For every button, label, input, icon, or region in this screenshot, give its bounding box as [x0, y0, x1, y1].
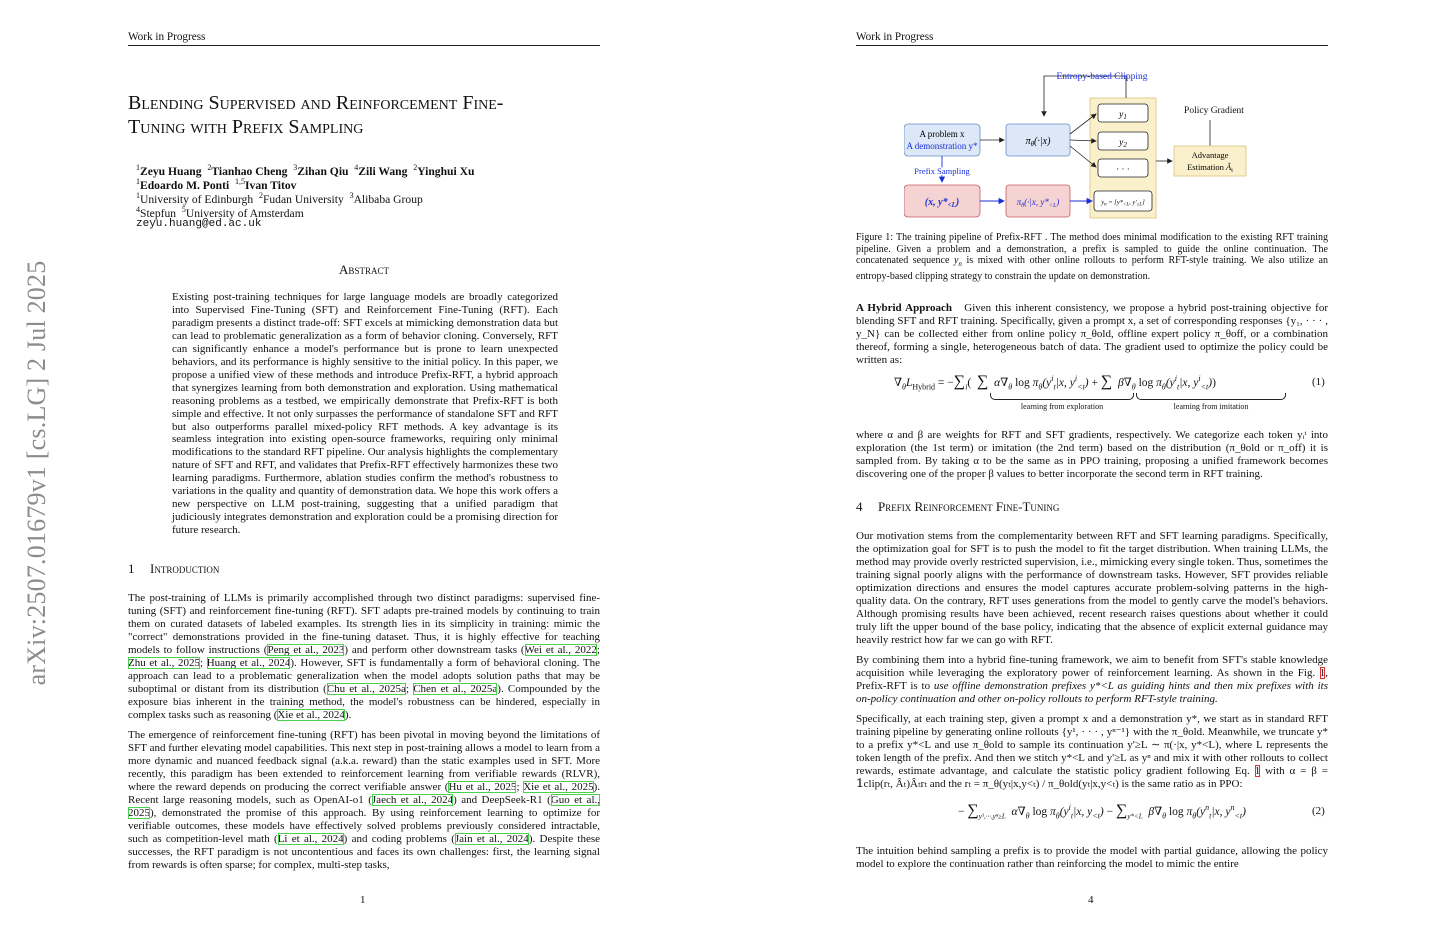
after-equation-1-paragraph: where α and β are weights for RFT and SFT gradients, respectively. We categorize each token yᵢᵗ into exploration (the 1st term) or imitation (the 2nd term) based on the distribution (π_θold or π_off) it is sampled from. By taking α to be the same as in PPO training, proposing a unified framework becomes discovering one of the proper β values to better incorporate the second term in RFT training. [856, 429, 1328, 480]
section-1-heading [128, 561, 219, 577]
author-name: Zili Wang [358, 164, 408, 178]
affiliation-name: University of Edinburgh [140, 192, 254, 206]
affiliation-marker: 2 [258, 191, 263, 200]
abstract-heading: Abstract [339, 262, 389, 277]
advantage-text-1: Advantage [1191, 150, 1229, 160]
citation-link[interactable]: Xie et al., 2025 [523, 780, 594, 793]
affiliation-marker: 1 [136, 163, 140, 172]
section-4-paragraph-3: Specifically, at each training step, given a prompt x and a demonstration y*, we start as in standard RFT training pipeline by generating online rollouts {y¹, · · · , yⁿ⁻¹} with the π_θold. Meanwhile, we truncate y* to a prefix y*<L and use π_θold to sample its continuation y'≥L ∼ π(·|x, y*<L), where L represents the token length of the prefix. And then we stitch y*<L and y'≥L as yⁿ and mix it with other rollouts to collect rewards, estimate advantage, and calculate the statistic policy gradient following Eq. 1 with α = β = 𝟙clip(rₜ, Âₜ)Âₜrₜ and the rₜ = π_θ(yₜ|x,y<ₜ) / π_θold(yₜ|x,y<ₜ) is the same ratio as in PPO: [856, 713, 1329, 790]
arxiv-stamp-text: arXiv:2507.01679v1 [cs.LG] 2 Jul 2025 [22, 260, 51, 685]
affiliation-marker: 2 [207, 163, 212, 172]
figure-ref-link[interactable]: 1 [1319, 666, 1326, 679]
citation-link[interactable]: Jain et al., 2024 [454, 832, 529, 845]
author-name: Ivan Titov [245, 178, 297, 192]
demonstration-text: A demonstration y* [906, 141, 978, 151]
affiliation-name: Fudan University [262, 192, 344, 206]
citation-link[interactable]: Li et al., 2024 [277, 832, 344, 845]
problem-text: A problem x [919, 129, 965, 139]
rollout-yn: $y_n = [y*_{<L}$, $y'_{\ge L}$] [1101, 199, 1145, 208]
page-number: 4 [1088, 894, 1094, 906]
hybrid-approach-paragraph: A Hybrid Approach Given this inherent consistency, we propose a hybrid post-training objective for blending SFT and RFT training. Specifically, given a prompt x, a set of corresponding responses {y₁, · · · , y_N} can be collected either from online policy π_θold, offline expert policy π_θoff, or a combination thereof, forming a single, heterogeneous batch of data. The gradient used to optimize the policy could be written as: [856, 302, 1329, 366]
citation-link[interactable]: Guo et al., 2025 [128, 793, 600, 819]
section-4-paragraph-4: The intuition behind sampling a prefix is to provide the model with partial guidance, allowing the policy model to explore the continuation rather than reinforcing the model to mimic the entire [856, 845, 1328, 870]
citation-link[interactable]: Peng et al., 2023 [267, 643, 345, 656]
pipeline-figure [904, 64, 1304, 224]
section-4-heading [856, 499, 1059, 515]
policy-gradient-label: Policy Gradient [1184, 106, 1244, 116]
abstract-body: Existing post-training techniques for large language models are broadly categorized into Supervised Fine-Tuning (SFT) and Reinforcement Fine-Tuning (RFT). Each paradigm presents a distinct trade-off: SFT excels at mimicking demonstration data but can lead to problematic generalization as a form of behavior cloning. Conversely, RFT can significantly enhance a model's performance but is prone to learn unexpected behaviors, and its performance is highly sensitive to the initial policy. In this paper, we propose a unified view of these methods and introduce Prefix-RFT, a hybrid approach that synergizes learning from both demonstration and exploration. Using mathematical reasoning problems as a testbed, we empirically demonstrate that Prefix-RFT is both simple and effective. It not only surpasses the performance of standalone SFT and RFT but also outperforms parallel mixed-policy RFT methods. A key advantage is its seamless integration into existing open-source frameworks, requiring only minimal modifications to the standard RFT pipeline. Our analysis highlights the complementary nature of SFT and RFT, and validates that Prefix-RFT effectively harmonizes these two learning paradigms. Furthermore, ablation studies confirm the method's robustness to variations in the quality and quantity of demonstration data. We hope this work offers a new perspective on LLM post-training, suggesting that a unified paradigm that judiciously integrates demonstration and exploration could be a promising direction for future research. [172, 291, 558, 537]
rollout-y1: $y_1$ [1119, 110, 1127, 121]
entropy-clipping-label: Entropy-based Clipping [1056, 72, 1148, 82]
citation-link[interactable]: Huang et al., 2024 [206, 656, 291, 669]
equation-2: − $\sum_{y^1,\cdot\cdot\cdot,y^n\ge L}$ $\alpha\nabla_\theta$ $\log \pi_\theta(y^i_t|x$, $y_{<t}) - \sum_{y*<L}$ $\beta\nabla_\theta$ $\log \pi_\theta(y^n_t|x$, $y^n_{<t}$) [958, 802, 1246, 821]
affiliation-marker: 1 [136, 191, 140, 200]
affiliation-marker: 1 [136, 177, 140, 186]
equation-ref-link[interactable]: 1 [1254, 764, 1261, 777]
page-4 [728, 0, 1456, 942]
author-name: Yinghui Xu [417, 164, 475, 178]
equation-1: $\nabla_\theta L_{Hybrid} = -\sum_i$( ∑ $\alpha\nabla_\theta$ $\log \pi_\theta(y^i_t|x$, $y^i_{<t}$) + ∑ $\beta\nabla_\theta$ $\log \pi_\theta(y^i_t|x$, $y^i_{<t}$)) [894, 373, 1216, 392]
section-4-title: Prefix Reinforcement Fine-Tuning [878, 499, 1060, 514]
hybrid-approach-heading: A Hybrid Approach [856, 302, 953, 314]
intro-paragraph-1: The post-training of LLMs is primarily accomplished through two distinct paradigms: supervised fine-tuning (SFT) and reinforcement fine-tuning (RFT). SFT adapts pre-trained models by continuing to train them on curated datasets of labeled examples. Its strength lies in its simplicity in training: mimic the "correct" demonstrations provided in the fine-tuning dataset. Thus, it is highly effective for teaching models to follow instructions (Peng et al., 2023) and perform other downstream tasks (Wei et al., 2022; Zhu et al., 2025; Huang et al., 2024). However, SFT is fundamentally a form of behavioral cloning. The approach can lead to a problematic generalization when the model adopts solution paths that may be suboptimal or distant from its distribution (Chu et al., 2025a; Chen et al., 2025a). Compounded by the exposure bias inherent in the training method, the model's robustness can be hindered, especially in complex tasks such as reasoning (Xie et al., 2024). [128, 592, 600, 721]
affiliation-name: Stepfun [140, 206, 177, 220]
author-name: Edoardo M. Ponti [140, 178, 230, 192]
title-line-1: Blending Supervised and Reinforcement Fine- [128, 92, 504, 114]
equation-2-number: (2) [1312, 805, 1325, 817]
citation-link[interactable]: Chen et al., 2025a [413, 682, 498, 695]
section-1-number: 1 [128, 561, 135, 576]
affiliation-marker: 2 [413, 163, 418, 172]
prefix-symbol: (x, $y*_{<L}$) [924, 197, 960, 209]
citation-link[interactable]: Jaech et al., 2024 [371, 793, 454, 806]
author-name: Tianhao Cheng [211, 164, 288, 178]
policy-symbol: $\pi_\theta(\cdot|x)$ [1025, 136, 1051, 148]
running-header: Work in Progress [856, 31, 934, 43]
prefix-sampling-label: Prefix Sampling [914, 166, 970, 176]
citation-link[interactable]: Xie et al., 2024 [277, 708, 345, 721]
prefix-policy-symbol: $\pi_\theta(\cdot|x$, $y*_{<L}$) [1016, 197, 1060, 209]
imitation-label: learning from imitation [1173, 402, 1249, 411]
imitation-brace [1136, 393, 1286, 411]
advantage-text-2: Estimation $Â_t$ [1187, 162, 1233, 174]
rollout-dots: · · · [1116, 164, 1130, 174]
citation-link[interactable]: Chu et al., 2025a [326, 682, 406, 695]
header-rule [856, 45, 1328, 46]
section-1-title: Introduction [150, 561, 220, 576]
section-4-paragraph-1: Our motivation stems from the complementarity between RFT and SFT learning paradigms. Specifically, the optimization goal for SFT is to push the model to fit the target distribution. When training LLMs, the method may provide overly restricted supervision, i.e., mimicking every single token. Thus, sometimes the training signal poorly aligns with the performance of downstream tasks. However, SFT provides reliable optimization directions and ensures the model captures accurate problem-solving patterns in the high-quality data. On the contrary, RFT uses generations from the model to gently carve the model's behaviors. Although promising results have been achieved, recent research raises questions about whether it could truly lift the upper bound of the base policy, indicating that the absence of explicit external guidance may heavily restrict how far we can go with RFT. [856, 530, 1328, 646]
affiliation-marker: 4 [136, 205, 140, 214]
author-name: Zeyu Huang [140, 164, 202, 178]
header-rule [128, 45, 600, 46]
author-name: Zihan Qiu [297, 164, 349, 178]
citation-link[interactable]: Hu et al., 2025 [448, 780, 517, 793]
exploration-brace [990, 393, 1134, 411]
figure-1-caption: Figure 1: The training pipeline of Prefix-RFT . The method does minimal modification to the existing RFT training pipeline. Given a problem and a demonstration, a prefix is sampled to guide the online continuation. The concatenated sequence $y_n$ is mixed with other online rollouts to perform RFT-style training. We also utilize an entropy-based clipping strategy to constrain the update on demonstration. [856, 232, 1328, 282]
affiliation-marker: 1,5 [235, 177, 246, 186]
equation-1-number: (1) [1312, 376, 1325, 388]
affiliation-name: University of Amsterdam [185, 206, 304, 220]
arxiv-stamp [14, 260, 60, 685]
author-email[interactable]: zeyu.huang@ed.ac.uk [136, 218, 262, 230]
intro-paragraph-2: The emergence of reinforcement fine-tuning (RFT) has been pivotal in moving beyond the limitations of SFT and further elevating model capabilities. This next step in post-training allows a model to learn from a more dynamic and nuanced feedback signal (a.k.a. reward) than the static examples used in SFT. More recently, this paradigm has been extended to reinforcement learning from verifiable rewards (RLVR), where the reward depends on producing the correct verifiable answer (Hu et al., 2025; Xie et al., 2025). Recent large reasoning models, such as OpenAI-o1 (Jaech et al., 2024) and DeepSeek-R1 (Guo et al., 2025), demonstrated the promise of this approach. By using reinforcement learning to optimize for verifiable outcomes, these models have effectively solved problems previously considered intractable, such as competition-level math (Li et al., 2024) and coding problems (Jain et al., 2024). Despite these successes, the RFT paradigm is not uncontentious and faces its own challenges: first, the learning signal from rewards is often sparse; for complex, multi-step tasks, [128, 729, 601, 871]
citation-link[interactable]: Wei et al., 2022 [524, 643, 597, 656]
paper-title [128, 91, 608, 139]
affiliation-marker: 4 [354, 163, 359, 172]
title-line-2: Tuning with Prefix Sampling [128, 116, 364, 138]
section-4-paragraph-2: By combining them into a hybrid fine-tuning framework, we aim to benefit from SFT's stable knowledge acquisition while leveraging the exploratory power of reinforcement learning. As shown in the Fig. 1, Prefix-RFT is to use offline demonstration prefixes y*<L as guiding hints and then mix prefixes with its on-policy continuation and other on-policy rollouts to perform RFT-style training. [856, 654, 1328, 705]
exploration-label: learning from exploration [1020, 402, 1104, 411]
affiliation-marker: 3 [349, 191, 354, 200]
page-number: 1 [360, 894, 366, 906]
section-4-number: 4 [856, 499, 863, 514]
affiliation-marker: 5 [181, 205, 186, 214]
rollout-y2: $y_2$ [1119, 138, 1127, 149]
affiliation-marker: 3 [293, 163, 298, 172]
running-header: Work in Progress [128, 31, 206, 43]
citation-link[interactable]: Zhu et al., 2025 [128, 656, 201, 669]
affiliation-name: Alibaba Group [353, 192, 423, 206]
